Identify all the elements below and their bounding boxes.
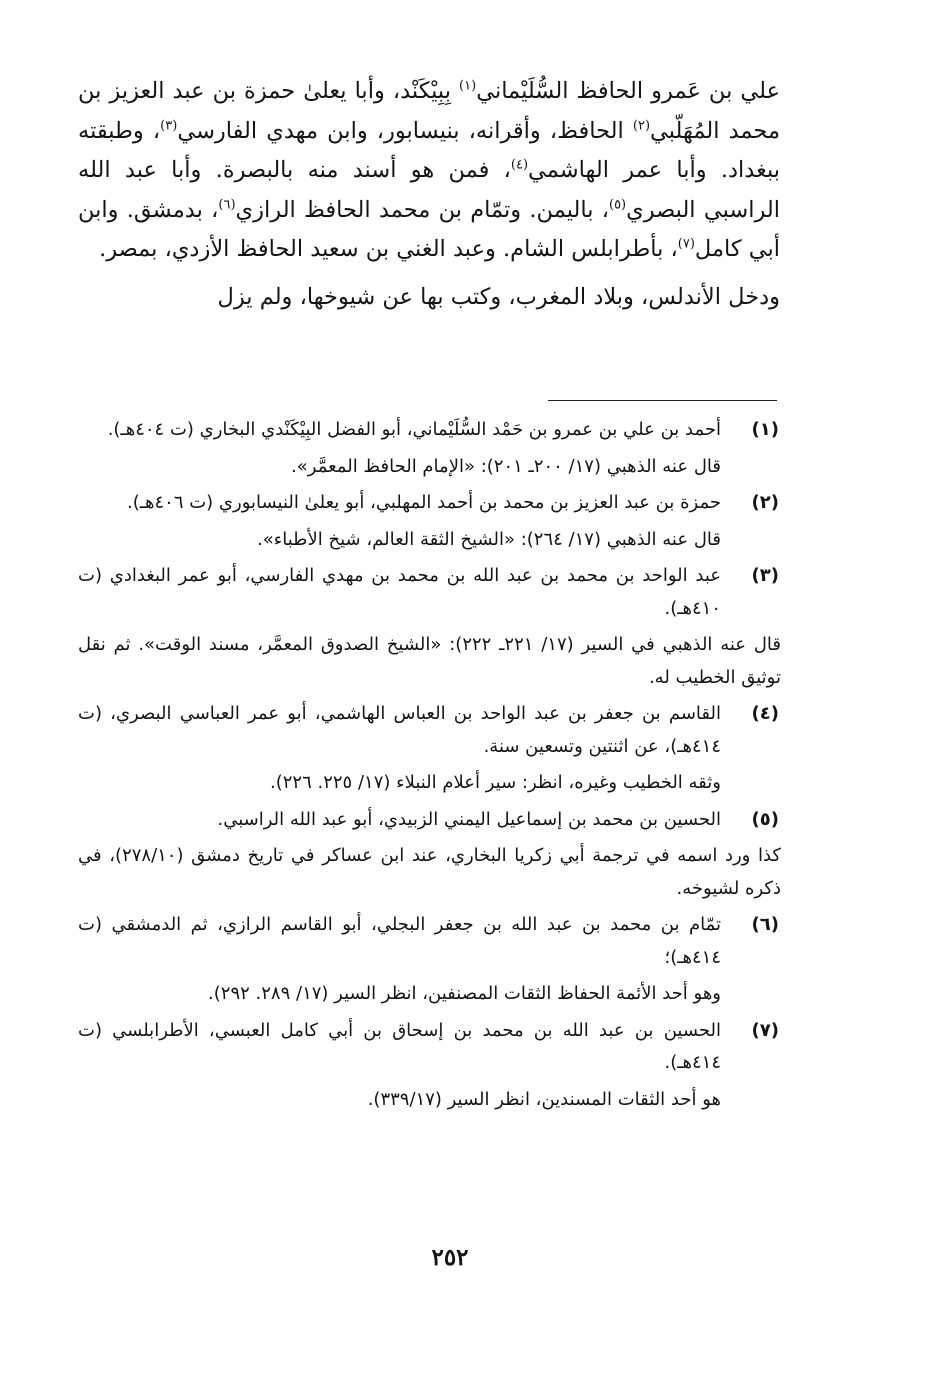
text-run: الحافظ، وأقرانه، بنيسابور، وابن مهدي الفارسي <box>177 117 633 144</box>
footnote-ref-4[interactable]: (٤) <box>510 157 529 173</box>
footnote-1 <box>78 414 781 447</box>
footnote-number: (٤) <box>751 703 779 724</box>
paragraph-2: ودخل الأندلس، وبلاد المغرب، وكتب بها عن شيوخها، ولم يزل <box>217 283 780 310</box>
footnote-comment: قال عنه الذهبي (١٧/ ٢٠٠ـ ٢٠١): «الإمام الحافظ المعمَّر». <box>291 455 721 477</box>
footnotes <box>78 414 781 1120</box>
footnote-number: (٦) <box>751 914 779 935</box>
footnote-2 <box>78 487 781 520</box>
footnote-6 <box>78 909 781 974</box>
paragraph-1 <box>78 72 780 270</box>
footnote-text: حمزة بن عبد العزيز بن محمد بن أحمد المهلبي، أبو يعلىٰ النيسابوري (ت ٤٠٦هـ). <box>126 492 721 513</box>
footnote-comment: قال عنه الذهبي (١٧/ ٢٦٤): «الشيخ الثقة العالم، شيخ الأطباء». <box>257 528 721 550</box>
footnote-4 <box>78 698 781 763</box>
footnote-text: تمّام بن محمد بن عبد الله بن جعفر البجلي، أبو القاسم الرازي، ثم الدمشقي (ت ٤١٤هـ)؛ <box>78 914 721 968</box>
footnote-number: (٢) <box>751 492 779 513</box>
footnote-3 <box>78 560 781 625</box>
footnote-text: أحمد بن علي بن عمرو بن حَمْد السُّلَيْماني، أبو الفضل البِيْكَنْدي البخاري (ت ٤٠٤هـ). <box>107 419 721 440</box>
footnote-number: (٣) <box>751 565 779 586</box>
footnote-ref-5[interactable]: (٥) <box>608 197 627 213</box>
footnote-7 <box>78 1015 781 1080</box>
footnote-comment: وثقه الخطيب وغيره، انظر: سير أعلام النبلاء (١٧/ ٢٢٥. ٢٢٦). <box>270 772 721 793</box>
footnote-number: (٥) <box>751 808 779 830</box>
footnote-separator <box>548 400 777 401</box>
footnote-ref-3[interactable]: (٣) <box>160 118 178 134</box>
footnote-5 <box>78 804 781 837</box>
text-run: ، وطبقته ببغداد. وأبا عمر الهاشمي <box>78 117 780 184</box>
main-text <box>78 72 780 318</box>
footnote-text: الحسين بن عبد الله بن محمد بن إسحاق بن أبي كامل العبسي، الأطرابلسي (ت ٤١٤هـ). <box>78 1019 721 1073</box>
footnote-number: (٧) <box>751 1019 779 1041</box>
footnote-ref-6[interactable]: (٦) <box>218 197 236 213</box>
footnote-comment: وهو أحد الأئمة الحفاظ الثقات المصنفين، انظر السير (١٧/ ٢٨٩. ٢٩٢). <box>208 983 721 1004</box>
footnote-text: الحسين بن محمد بن إسماعيل اليمني الزبيدي، أبو عبد الله الراسبي. <box>217 808 721 830</box>
footnote-comment: قال عنه الذهبي في السير (١٧/ ٢٢١ـ ٢٢٢): «الشيخ الصدوق المعمَّر، مسند الوقت». ثم نقل توثيق الخطيب له. <box>78 634 782 688</box>
footnote-ref-2[interactable]: (٢) <box>632 118 651 134</box>
footnote-ref-7[interactable]: (٧) <box>677 236 695 252</box>
footnote-number: (١) <box>751 419 779 440</box>
footnote-comment: هو أحد الثقات المسندين، انظر السير (٣٣٩/١٧). <box>367 1088 721 1110</box>
footnote-text: عبد الواحد بن محمد بن عبد الله بن محمد بن مهدي الفارسي، أبو عمر البغدادي (ت ٤١٠هـ). <box>78 565 721 619</box>
text-run: علي بن عَمرو الحافظ السُّلَيْماني <box>476 78 780 104</box>
page-number: ٢٥٢ <box>431 1244 469 1271</box>
text-run: ، بأطرابلس الشام. وعبد الغني بن سعيد الحافظ الأزدي، بمصر. <box>99 236 678 263</box>
text-run: ، بدمشق. وابن أبي كامل <box>78 196 780 263</box>
text-run: ، فمن هو أسند منه بالبصرة. وأبا عبد الله الراسبي البصري <box>78 157 780 223</box>
text-run: ، باليمن. وتمّام بن محمد الحافظ الرازي <box>235 196 609 223</box>
footnote-text: القاسم بن جعفر بن عبد الواحد بن العباس الهاشمي، أبو عمر العباسي البصري، (ت ٤١٤هـ)، عن اثنتين وتسعين سنة. <box>78 703 721 757</box>
footnote-comment: كذا ورد اسمه في ترجمة أبي زكريا البخاري، عند ابن عساكر في تاريخ دمشق (٢٧٨/١٠)، في ذكره لشيوخه. <box>78 845 781 899</box>
text-run: بِبِيْكَنْد، وأبا يعلىٰ حمزة بن عبد العزيز بن محمد المُهَلّبي <box>78 78 780 144</box>
footnote-ref-1[interactable]: (١) <box>459 78 477 94</box>
